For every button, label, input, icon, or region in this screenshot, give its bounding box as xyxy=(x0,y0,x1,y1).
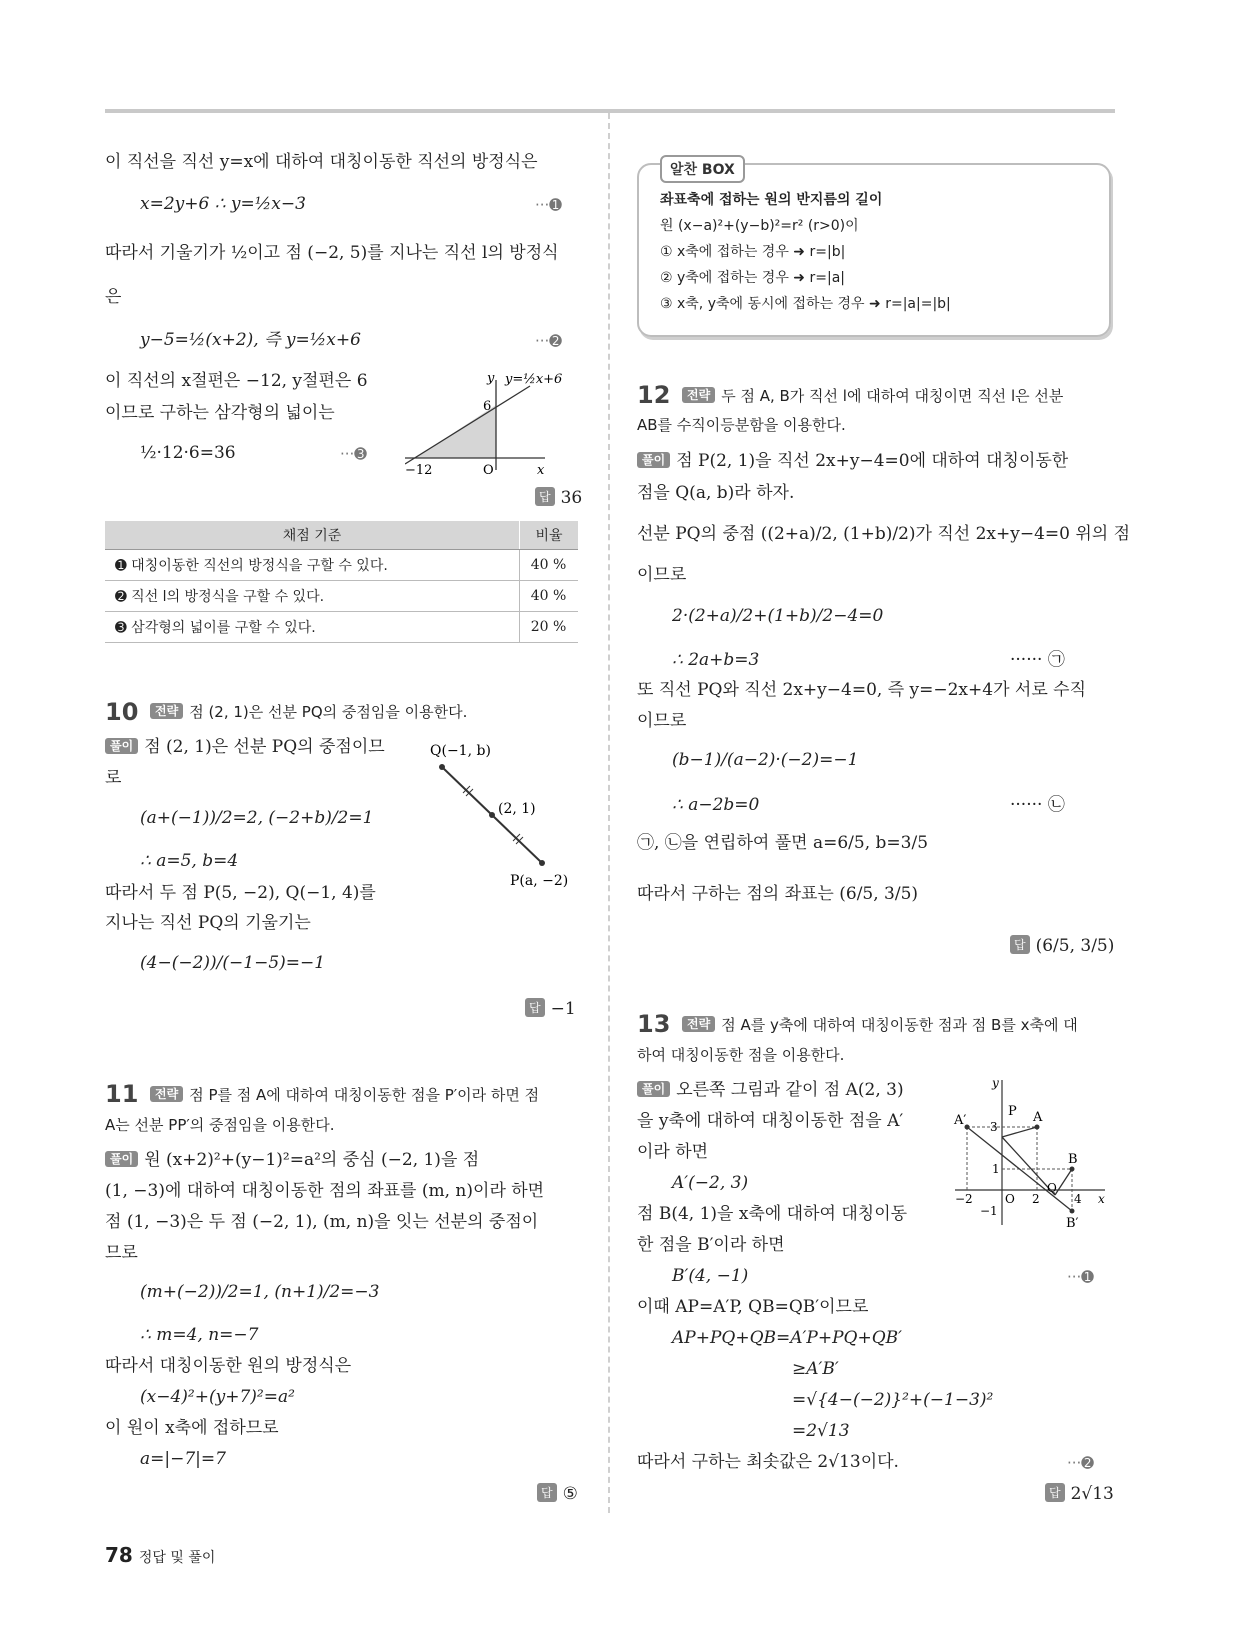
solution-line: 이므로 xyxy=(637,565,687,585)
segment-qb xyxy=(1055,1169,1072,1195)
text-line: 이 직선의 x절편은 −12, y절편은 6 xyxy=(105,371,368,391)
strategy-line: 전략 점 P를 점 A에 대하여 대칭이동한 점을 P′이라 하면 점 xyxy=(150,1086,539,1104)
equation-3: ½·12·6=36 xyxy=(140,443,236,463)
solution-line: 점 (1, −3)은 두 점 (−2, 1), (m, n)을 잇는 선분의 중점이 xyxy=(105,1212,539,1232)
text-line: 이므로 구하는 삼각형의 넓이는 xyxy=(105,403,335,423)
equation: =√{4−(−2)}²+(−1−3)² xyxy=(792,1390,994,1410)
table-cell: ➊ 대칭이동한 직선의 방정식을 구할 수 있다. xyxy=(105,550,520,581)
answer-10: 답 −1 xyxy=(525,998,576,1019)
answer-13: 답 2√13 xyxy=(1045,1483,1114,1504)
label-q: Q xyxy=(1047,1181,1057,1195)
page-footer: 78 정답 및 풀이 xyxy=(105,1543,216,1567)
table-header: 채점 기준 xyxy=(105,521,520,550)
problem-number: 11 xyxy=(105,1080,139,1108)
point-p xyxy=(539,860,545,866)
label-b-prime: B′ xyxy=(1066,1216,1079,1231)
strategy-line: A는 선분 PP′의 중점임을 이용한다. xyxy=(105,1116,335,1134)
tick-1: 1 xyxy=(992,1162,1000,1176)
solution-line: 따라서 대칭이동한 원의 방정식은 xyxy=(105,1356,352,1376)
x-intercept: −12 xyxy=(405,463,433,478)
equation: ∴ m=4, n=−7 xyxy=(140,1325,259,1345)
score-mark-3: ···➌ xyxy=(340,445,367,463)
equation: (a+(−1))/2=2, (−2+b)/2=1 xyxy=(140,808,374,828)
solution-line: 이라 하면 xyxy=(637,1142,709,1162)
equation: (x−4)²+(y+7)²=a² xyxy=(140,1387,295,1407)
solution-line: 이때 AP=A′P, QB=QB′이므로 xyxy=(637,1297,869,1317)
equation-2: y−5=½(x+2), 즉 y=½x+6 xyxy=(140,330,361,350)
solution-line: 또 직선 PQ와 직선 2x+y−4=0, 즉 y=−2x+4가 서로 수직 xyxy=(637,680,1087,700)
equation: a=|−7|=7 xyxy=(140,1449,226,1469)
equation: B′(4, −1) xyxy=(672,1266,749,1286)
solution-line: 풀이 오른쪽 그림과 같이 점 A(2, 3) xyxy=(637,1080,904,1100)
grading-table xyxy=(105,521,578,643)
tick-2: 2 xyxy=(1032,1192,1040,1206)
solution-line: 따라서 구하는 최솟값은 2√13이다. xyxy=(637,1452,899,1472)
problem-number: 12 xyxy=(637,381,671,409)
tip-box-title: 알찬 BOX xyxy=(660,155,745,183)
label-q: Q(−1, b) xyxy=(430,743,491,759)
segment-apbp xyxy=(967,1127,1072,1211)
answer-11: 답 ⑤ xyxy=(537,1483,578,1504)
equation: AP+PQ+QB=A′P+PQ+QB′ xyxy=(672,1328,902,1348)
equation-tag: ······ ㉡ xyxy=(1010,795,1065,815)
y-label: y xyxy=(992,1076,999,1090)
solution-line: 한 점을 B′이라 하면 xyxy=(637,1235,785,1255)
tick-3: 3 xyxy=(990,1120,998,1134)
label-p: P xyxy=(1008,1104,1017,1119)
table-cell: ➌ 삼각형의 넓이를 구할 수 있다. xyxy=(105,612,520,643)
problem-number: 10 xyxy=(105,698,139,726)
label-a-prime: A′ xyxy=(954,1113,967,1128)
table-cell: 40 % xyxy=(520,581,579,612)
tip-line: ② y축에 접하는 경우 ➜ r=|a| xyxy=(660,270,845,286)
label-m: (2, 1) xyxy=(498,801,536,817)
point-b xyxy=(1070,1167,1075,1172)
intro-line: 이 직선을 직선 y=x에 대하여 대칭이동한 직선의 방정식은 xyxy=(105,152,538,172)
solution-line: (1, −3)에 대하여 대칭이동한 점의 좌표를 (m, n)이라 하면 xyxy=(105,1181,545,1201)
equation: ∴ a−2b=0 xyxy=(672,795,760,815)
strategy-line: AB를 수직이등분함을 이용한다. xyxy=(637,416,846,434)
solution-line: 따라서 두 점 P(5, −2), Q(−1, 4)를 xyxy=(105,883,376,903)
reflection-figure xyxy=(950,1075,1110,1235)
solution-line: 로 xyxy=(105,768,122,788)
point-b-prime xyxy=(1070,1209,1075,1214)
equation-tag: ······ ㉠ xyxy=(1010,650,1065,670)
label-a: A xyxy=(1033,1110,1043,1125)
answer-9: 답 36 xyxy=(535,487,582,508)
equation: ≥A′B′ xyxy=(792,1359,839,1379)
table-cell: 20 % xyxy=(520,612,579,643)
point-q xyxy=(439,764,445,770)
column-divider xyxy=(608,113,610,1513)
table-cell: 40 % xyxy=(520,550,579,581)
solution-line: 점을 Q(a, b)라 하자. xyxy=(637,483,795,503)
solution-line: 점 B(4, 1)을 x축에 대하여 대칭이동 xyxy=(637,1204,908,1224)
tick-4: 4 xyxy=(1074,1192,1082,1206)
y-intercept: 6 xyxy=(483,399,492,414)
triangle-graph xyxy=(405,370,580,480)
x-label: x xyxy=(537,463,545,478)
equation: (b−1)/(a−2)·(−2)=−1 xyxy=(672,750,859,770)
segment-figure xyxy=(430,735,580,890)
y-label: y xyxy=(487,371,495,386)
strategy-line: 전략 점 (2, 1)은 선분 PQ의 중점임을 이용한다. xyxy=(150,703,467,721)
solution-line: 풀이 원 (x+2)²+(y−1)²=a²의 중심 (−2, 1)을 점 xyxy=(105,1150,479,1170)
solution-line: 풀이 점 (2, 1)은 선분 PQ의 중점이므 xyxy=(105,737,385,757)
solution-line: 선분 PQ의 중점 ((2+a)/2, (1+b)/2)가 직선 2x+y−4=0 위의 점 xyxy=(637,524,1131,544)
equation: A′(−2, 3) xyxy=(672,1173,749,1193)
solution-line: ㉠, ㉡을 연립하여 풀면 a=6/5, b=3/5 xyxy=(637,833,929,853)
strategy-line: 하여 대칭이동한 점을 이용한다. xyxy=(637,1046,845,1064)
strategy-line: 전략 점 A를 y축에 대하여 대칭이동한 점과 점 B를 x축에 대 xyxy=(682,1016,1078,1034)
score-mark-1: ···➊ xyxy=(1067,1268,1094,1286)
equation: =2√13 xyxy=(792,1421,850,1441)
origin: O xyxy=(1005,1192,1015,1206)
label-p: P(a, −2) xyxy=(510,873,569,889)
equation: (4−(−2))/(−1−5)=−1 xyxy=(140,953,326,973)
score-mark-2: ···➋ xyxy=(1067,1454,1094,1472)
strategy-line: 전략 두 점 A, B가 직선 l에 대하여 대칭이면 직선 l은 선분 xyxy=(682,387,1063,405)
score-mark-1: ···➊ xyxy=(535,196,562,214)
equation: ∴ a=5, b=4 xyxy=(140,851,239,871)
equation: ∴ 2a+b=3 xyxy=(672,650,760,670)
answer-12: 답 (6/5, 3/5) xyxy=(1010,935,1114,956)
tip-line: ① x축에 접하는 경우 ➜ r=|b| xyxy=(660,244,846,260)
text-line: 따라서 기울기가 ½이고 점 (−2, 5)를 지나는 직선 l의 방정식 xyxy=(105,243,559,263)
x-label: x xyxy=(1098,1192,1105,1206)
solution-line: 지나는 직선 PQ의 기울기는 xyxy=(105,913,311,933)
equation: 2·(2+a)/2+(1+b)/2−4=0 xyxy=(672,606,884,626)
solution-line: 므로 xyxy=(105,1243,138,1263)
point-a xyxy=(1035,1125,1040,1130)
segment-pa xyxy=(1002,1127,1037,1137)
solution-line: 이 원이 x축에 접하므로 xyxy=(105,1418,279,1438)
point-m xyxy=(489,812,495,818)
equation-1: x=2y+6 ∴ y=½x−3 xyxy=(140,194,306,214)
line-label: y=½x+6 xyxy=(505,372,563,387)
table-header: 비율 xyxy=(520,521,579,550)
tip-line: ③ x축, y축에 동시에 접하는 경우 ➜ r=|a|=|b| xyxy=(660,296,951,312)
top-rule xyxy=(105,109,1115,113)
tick-neg1: −1 xyxy=(980,1204,998,1218)
origin: O xyxy=(483,463,494,478)
text-line: 은 xyxy=(105,287,122,307)
solution-line: 을 y축에 대하여 대칭이동한 점을 A′ xyxy=(637,1111,904,1131)
score-mark-2: ···➋ xyxy=(535,332,562,350)
equation: (m+(−2))/2=1, (n+1)/2=−3 xyxy=(140,1282,380,1302)
table-cell: ➋ 직선 l의 방정식을 구할 수 있다. xyxy=(105,581,520,612)
tip-line: 원 (x−a)²+(y−b)²=r² (r>0)이 xyxy=(660,218,859,234)
problem-number: 13 xyxy=(637,1010,671,1038)
tick-neg2: −2 xyxy=(955,1192,973,1206)
tip-heading: 좌표축에 접하는 원의 반지름의 길이 xyxy=(660,192,883,208)
solution-line: 풀이 점 P(2, 1)을 직선 2x+y−4=0에 대하여 대칭이동한 xyxy=(637,451,1068,471)
solution-line: 따라서 구하는 점의 좌표는 (6/5, 3/5) xyxy=(637,884,919,904)
solution-line: 이므로 xyxy=(637,711,687,731)
label-b: B xyxy=(1068,1152,1078,1167)
